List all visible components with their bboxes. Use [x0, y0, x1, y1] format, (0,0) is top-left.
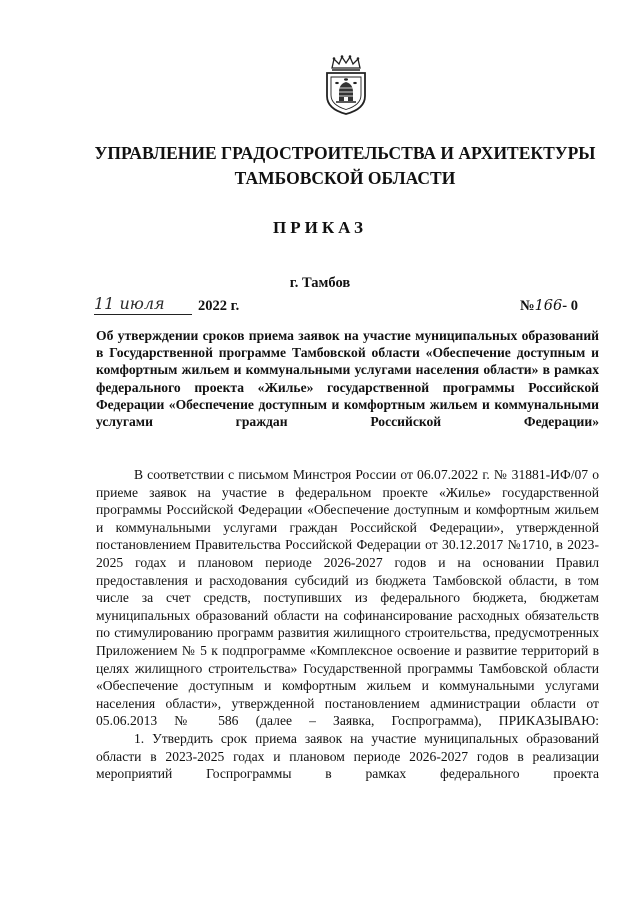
number-suffix: - 0 [562, 298, 578, 314]
organization-name-line2: ТАМБОВСКОЙ ОБЛАСТИ [234, 168, 456, 188]
organization-name-line1: УПРАВЛЕНИЕ ГРАДОСТРОИТЕЛЬСТВА И АРХИТЕКТУРЫ [94, 143, 596, 163]
order-body [96, 466, 599, 783]
coat-of-arms-icon [322, 54, 370, 116]
document-year: 2022 г. [198, 298, 240, 314]
order-subject: Об утверждении сроков приема заявок на участие муниципальных образований в Государственной программе Тамбовской области «Обеспечение доступным и комфортным жильем и коммунальными услугами населения области» в рамках федерального проекта «Жилье» государственной программы Российской Федерации «Обеспечение доступным и комфортным жильем и коммунальными услугами граждан Российской Федерации» [96, 328, 599, 430]
handwritten-date: 11 июля [94, 294, 165, 313]
document-number [520, 298, 578, 315]
handwritten-number: 166 [534, 298, 563, 314]
body-paragraph-1: В соответствии с письмом Минстроя России от 06.07.2022 г. № 31881-ИФ/07 о приеме заявок на участие в федеральном проекте «Жилье» государственной программы Российской Федерации «Обеспечение доступным и комфортным жильем и коммунальными услугами граждан Российской Федерации», утвержденной постановлением Правительства Российской Федерации от 30.12.2017 №1710, в 2023-2025 годах и плановом периоде 2026-2027 годов и на основании Правил предоставления и расходования субсидий из бюджета Тамбовской области, в том числе за счет средств, поступивших из федерального бюджета, бюджетам муниципальных образований области на софинансирование расходных обязательств по стимулированию программ развития жилищного строительства, предусмотренных Приложением № 5 к подпрограмме «Комплексное освоение и развитие территорий в целях жилищного строительства» Государственной программы Тамбовской области «Обеспечение доступным и комфортным жильем и коммунальными услугами населения области», утвержденной постановлением администрации области от 05.06.2013 № 586 (далее – Заявка, Госпрограмма), ПРИКАЗЫВАЮ: [96, 467, 599, 729]
number-sign: № [520, 298, 535, 314]
document-city: г. Тамбов [289, 275, 351, 291]
document-type-title: ПРИКАЗ [273, 218, 367, 237]
date-underline [94, 314, 192, 315]
body-paragraph-2: 1. Утвердить срок приема заявок на участие муниципальных образований области в 2023-2025 годах и плановом периоде 2026-2027 годов в реализации мероприятий Госпрограммы в рамках федерального проекта [96, 730, 599, 782]
